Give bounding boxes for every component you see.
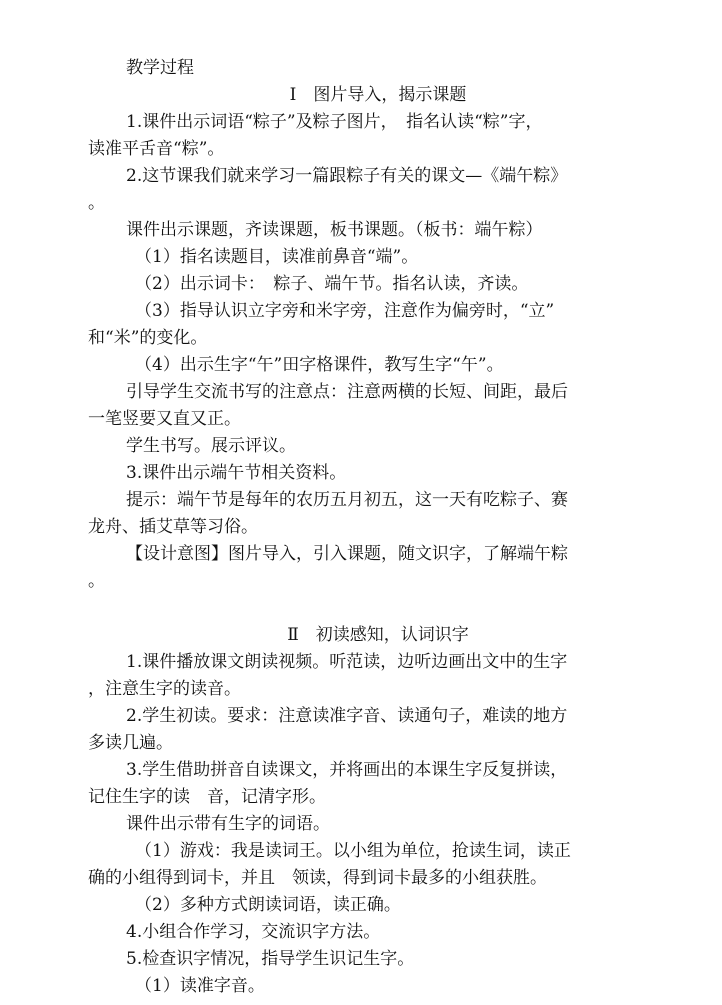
- paragraph-line: 记住生字的读 音，记清字形。: [88, 787, 326, 807]
- paragraph-line: 引导学生交流书写的注意点：注意两横的长短、间距，最后: [126, 382, 568, 402]
- paragraph-line: 3.课件出示端午节相关资料。: [126, 463, 347, 483]
- paragraph-line: （1）游戏：我是读词王。以小组为单位，抢读生词，读正: [135, 841, 571, 861]
- spacer: [88, 595, 668, 622]
- paragraph-line: 5.检查识字情况，指导学生识记生字。: [126, 949, 415, 969]
- paragraph-line: 龙舟、插艾草等习俗。: [88, 517, 258, 537]
- paragraph-line: 一笔竖要又直又正。: [88, 409, 241, 429]
- paragraph-line: （2）出示词卡： 粽子、端午节。指名认读，齐读。: [135, 274, 529, 294]
- paragraph-line: 1.课件出示词语“粽子”及粽子图片， 指名认读“粽”字，: [126, 112, 543, 132]
- paragraph-line: 确的小组得到词卡，并且 领读，得到词卡最多的小组获胜。: [88, 868, 547, 888]
- section2-heading: Ⅱ 初读感知，认词识字: [287, 625, 469, 645]
- paragraph-line: 和“米”的变化。: [88, 328, 208, 348]
- paragraph-line: 1.课件播放课文朗读视频。听范读，边听边画出文中的生字: [126, 652, 568, 672]
- paragraph-line: 。: [88, 571, 105, 591]
- paragraph-line: （4）出示生字“午”田字格课件，教写生字“午”。: [135, 355, 504, 375]
- paragraph-line: 多读几遍。: [88, 733, 173, 753]
- paragraph-line: 2.这节课我们就来学习一篇跟粽子有关的课文—《端午粽》: [126, 166, 568, 186]
- section-title: 教学过程: [126, 58, 194, 78]
- paragraph-line: 2.学生初读。要求：注意读准字音、读通句子，难读的地方: [126, 706, 568, 726]
- paragraph-line: 提示：端午节是每年的农历五月初五，这一天有吃粽子、赛: [126, 490, 568, 510]
- paragraph-line: 3.学生借助拼音自读课文，并将画出的本课生字反复拼读，: [126, 760, 568, 780]
- paragraph-line: 。: [88, 193, 105, 213]
- section1-heading: Ⅰ 图片导入，揭示课题: [289, 85, 467, 105]
- paragraph-line: 课件出示课题，齐读课题，板书课题。（板书：端午粽）: [126, 220, 543, 240]
- paragraph-line: （2）多种方式朗读词语，读正确。: [135, 895, 401, 915]
- document-page: [88, 55, 668, 1000]
- paragraph-line: 4.小组合作学习，交流识字方法。: [126, 922, 381, 942]
- paragraph-line: 【设计意图】图片导入，引入课题，随文识字，了解端午粽: [126, 544, 568, 564]
- paragraph-line: ，注意生字的读音。: [88, 679, 241, 699]
- paragraph-line: 学生书写。展示评议。: [126, 436, 296, 456]
- paragraph-line: 课件出示带有生字的词语。: [126, 814, 330, 834]
- paragraph-line: （1）指名读题目，读准前鼻音“端”。: [135, 247, 419, 267]
- paragraph-line: （1）读准字音。: [135, 976, 265, 996]
- paragraph-line: 读准平舌音“粽”。: [88, 139, 225, 159]
- paragraph-line: （3）指导认识立字旁和米字旁，注意作为偏旁时，“立”: [135, 301, 555, 321]
